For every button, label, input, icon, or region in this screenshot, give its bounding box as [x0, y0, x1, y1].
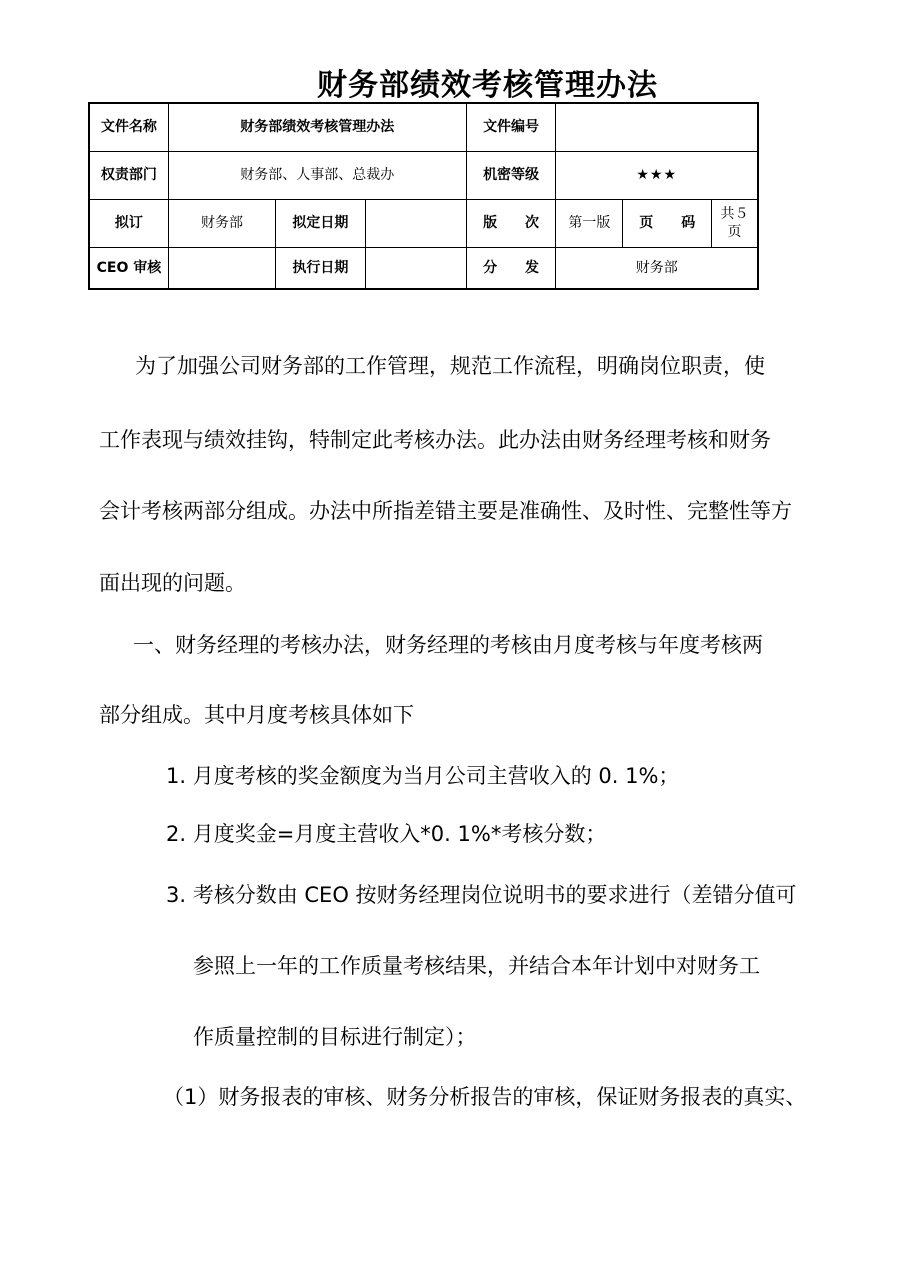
page-value: 共５页 — [712, 199, 758, 247]
list-item: 3. 考核分数由 CEO 按财务经理岗位说明书的要求进行（差错分值可 — [166, 883, 797, 907]
dept-label: 权责部门 — [89, 151, 168, 199]
document-title: 财务部绩效考核管理办法 — [317, 68, 658, 103]
list-item-continuation: 参照上一年的工作质量考核结果，并结合本年计划中对财务工 — [193, 954, 760, 978]
dept-value: 财务部、人事部、总裁办 — [168, 151, 466, 199]
distribution-value: 财务部 — [556, 247, 758, 289]
secret-level-label: 机密等级 — [466, 151, 556, 199]
page-label: 页 码 — [623, 199, 712, 247]
draft-date-value — [365, 199, 466, 247]
body-line: 面出现的问题。 — [99, 571, 246, 595]
body-line: 一、财务经理的考核办法，财务经理的考核由月度考核与年度考核两 — [133, 633, 763, 657]
list-item: 1. 月度考核的奖金额度为当月公司主营收入的 0. 1%； — [166, 764, 680, 788]
list-item-continuation: 作质量控制的目标进行制定）； — [193, 1025, 477, 1049]
draft-label: 拟订 — [89, 199, 168, 247]
body-line: 部分组成。其中月度考核具体如下 — [99, 703, 414, 727]
file-name-label: 文件名称 — [89, 103, 168, 151]
ceo-review-label: CEO 审核 — [89, 247, 168, 289]
document-info-table — [88, 102, 759, 290]
file-no-label: 文件编号 — [466, 103, 556, 151]
body-line: 工作表现与绩效挂钩，特制定此考核办法。此办法由财务经理考核和财务 — [99, 428, 771, 452]
version-value: 第一版 — [556, 199, 623, 247]
ceo-review-value — [168, 247, 275, 289]
distribution-label: 分 发 — [466, 247, 556, 289]
exec-date-value — [365, 247, 466, 289]
secret-level-stars: ★★★ — [556, 151, 758, 199]
sub-item: （1）财务报表的审核、财务分析报告的审核，保证财务报表的真实、 — [163, 1085, 807, 1109]
draft-value: 财务部 — [168, 199, 275, 247]
file-name-value: 财务部绩效考核管理办法 — [168, 103, 466, 151]
exec-date-label: 执行日期 — [276, 247, 366, 289]
body-line: 为了加强公司财务部的工作管理，规范工作流程，明确岗位职责，使 — [135, 354, 765, 378]
body-line: 会计考核两部分组成。办法中所指差错主要是准确性、及时性、完整性等方 — [99, 499, 792, 523]
version-label: 版 次 — [466, 199, 556, 247]
draft-date-label: 拟定日期 — [276, 199, 366, 247]
file-no-value — [556, 103, 758, 151]
list-item: 2. 月度奖金=月度主营收入*0. 1%*考核分数； — [166, 822, 607, 846]
